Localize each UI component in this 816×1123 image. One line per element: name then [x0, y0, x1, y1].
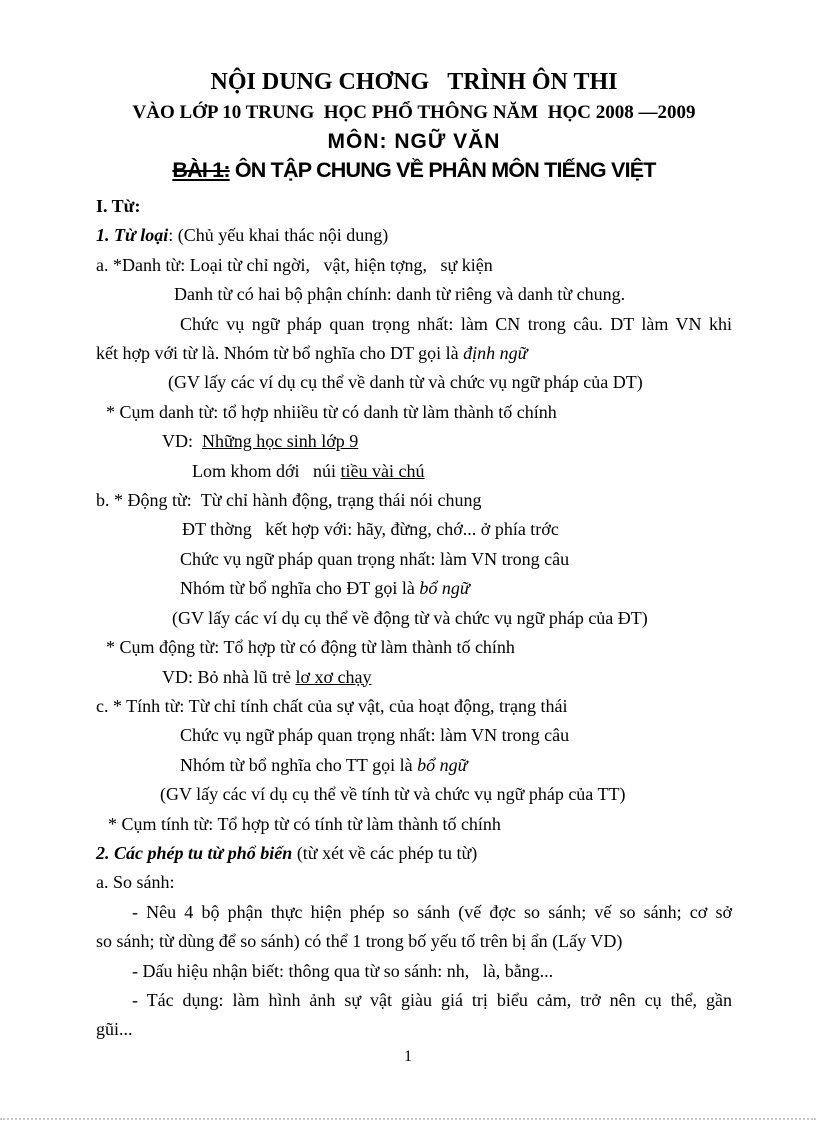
paragraph [96, 663, 732, 692]
text-run: * Cụm tính từ: Tổ hợp từ có tính từ làm thành tố chính [108, 813, 501, 834]
paragraph [96, 457, 732, 486]
lesson-number-strikethrough: BÀI 1: [172, 158, 230, 182]
paragraph [96, 339, 732, 368]
text-run: Chức vụ ngữ pháp quan trọng nhất: làm VN trong câu [180, 548, 570, 569]
paragraph [96, 486, 732, 515]
page-number: 1 [404, 1048, 412, 1065]
text-run: (GV lấy các ví dụ cụ thể về danh từ và chức vụ ngữ pháp của DT) [168, 372, 643, 393]
paragraph [96, 692, 732, 721]
paragraph [96, 1015, 732, 1044]
text-run: Chức vụ ngữ pháp quan trọng nhất: làm CN trong câu. DT làm VN khi [180, 313, 732, 334]
paragraph [96, 574, 732, 603]
text-run: Những học sinh lớp 9 [202, 431, 359, 452]
paragraph [96, 604, 732, 633]
text-run: - Nêu 4 bộ phận thực hiện phép so sánh (vế đợc so sánh; vế so sánh; cơ sở [132, 901, 732, 922]
text-run: a. *Danh từ: Loại từ chỉ ngời, vật, hiện tợng, sự kiện [96, 254, 493, 275]
paragraph [96, 780, 732, 809]
document-title: NỘI DUNG CHƠNG TRÌNH ÔN THI [210, 69, 618, 95]
paragraph [96, 927, 732, 956]
text-run: (GV lấy các ví dụ cụ thể về động từ và chức vụ ngữ pháp của ĐT) [172, 607, 648, 628]
document-body [96, 192, 732, 1045]
paragraph [96, 398, 732, 427]
paragraph [96, 251, 732, 280]
paragraph [96, 810, 732, 839]
text-run: Nhóm từ bổ nghĩa cho TT gọi là [180, 754, 418, 775]
text-run: Danh từ có hai bộ phận chính: danh từ riêng và danh từ chung. [174, 284, 626, 305]
text-run: gũi... [96, 1019, 133, 1040]
paragraph [96, 310, 732, 339]
paragraph [96, 221, 732, 250]
text-run: lơ xơ chạy [295, 666, 372, 687]
text-run: : (Chủ yếu khai thác nội dung) [168, 225, 389, 246]
text-run: (GV lấy các ví dụ cụ thể về tính từ và chức vụ ngữ pháp của TT) [160, 784, 626, 805]
text-run: * Cụm động từ: Tổ hợp từ có động từ làm thành tố chính [106, 637, 515, 658]
paragraph [96, 280, 732, 309]
text-run: Nhóm từ bổ nghĩa cho ĐT gọi là [180, 578, 420, 599]
paragraph [96, 957, 732, 986]
text-run: c. * Tính từ: Từ chỉ tính chất của sự vật, của hoạt động, trạng thái [96, 695, 568, 716]
paragraph [96, 868, 732, 897]
text-run: kết hợp với từ là. Nhóm từ bổ nghĩa cho DT gọi là [96, 343, 464, 364]
text-run: ĐT thờng kết hợp với: hãy, đừng, chớ... ở phía trớc [182, 519, 559, 540]
paragraph [96, 986, 732, 1015]
text-run: so sánh; từ dùng để so sánh) có thể 1 trong bố yếu tố trên bị ẩn (Lấy VD) [96, 931, 623, 952]
text-run: - Dấu hiệu nhận biết: thông qua từ so sánh: nh, là, bằng... [132, 960, 554, 981]
text-run: 1. Từ loại [96, 225, 169, 246]
text-run: (từ xét về các phép tu từ) [292, 842, 478, 863]
text-run: bổ ngữ [417, 754, 468, 775]
paragraph [96, 368, 732, 397]
paragraph [96, 633, 732, 662]
subject-heading: MÔN: NGỮ VĂN [327, 130, 501, 153]
text-run: * Cụm danh từ: tổ hợp nhiiều từ có danh từ làm thành tố chính [106, 401, 557, 422]
paragraph [96, 839, 732, 868]
text-run: b. * Động từ: Từ chỉ hành động, trạng thái nói chung [96, 490, 482, 511]
text-run: bổ ngữ [419, 578, 470, 599]
text-run: VD: Bỏ nhà lũ trẻ [162, 666, 296, 687]
paragraph [96, 721, 732, 750]
text-run: VD: [162, 431, 202, 452]
paragraph [96, 192, 732, 221]
text-run: a. So sánh: [96, 872, 175, 893]
paragraph [96, 427, 732, 456]
lesson-title: ÔN TẬP CHUNG VỀ PHÂN MÔN TIẾNG VIỆT [229, 158, 656, 182]
paragraph [96, 545, 732, 574]
paragraph [96, 515, 732, 544]
paragraph [96, 898, 732, 927]
text-run: định ngữ [463, 343, 528, 364]
lesson-heading [96, 156, 732, 184]
page-bottom-dotted-rule [0, 1118, 816, 1120]
text-run: - Tác dụng: làm hình ảnh sự vật giàu giá trị biểu cảm, trở nên cụ thể, gần [132, 989, 732, 1010]
text-run: tiều vài chú [340, 460, 425, 481]
text-run: Chức vụ ngữ pháp quan trọng nhất: làm VN trong câu [180, 725, 570, 746]
text-run: I. Từ: [96, 196, 141, 216]
text-run: 2. Các phép tu từ phổ biến [96, 842, 293, 863]
paragraph [96, 751, 732, 780]
text-run: Lom khom dới núi [192, 460, 341, 481]
document-subtitle: VÀO LỚP 10 TRUNG HỌC PHỔ THÔNG NĂM HỌC 2008 —2009 [132, 102, 696, 123]
